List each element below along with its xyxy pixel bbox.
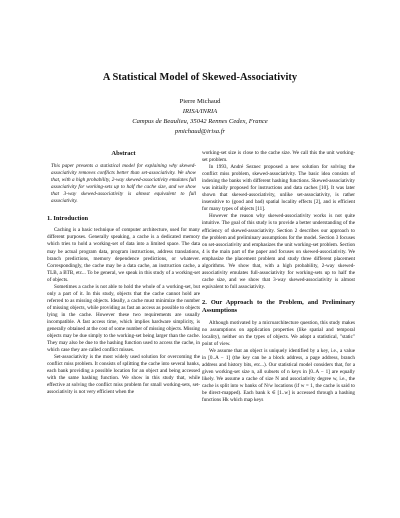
right-column [202, 150, 355, 404]
abstract-text: This paper presents a statistical model for explaining why skewed-associativity removes conflicts better than set-associativity. We show that, with a high probability, 2-way skewed-associativity emulates full associativity for working-sets up to half the cache size, and we show that 3-way skewed-associativity is almost equivalent to full associativity. [51, 163, 196, 205]
section-2-paragraph-1: Although motivated by a microarchitecture question, this study makes no assumptions on application properties (like spatial and temporal locality), neither on the types of objects. We adopt a statistical, "static" point of view. [202, 319, 355, 347]
author-address: Campus de Beaulieu, 35042 Rennes Cedex, France [132, 118, 268, 125]
intro-paragraph-2: Sometimes a cache is not able to hold the whole of a working-set, but only a part of it. In this study, objects that the cache cannot hold are referred to as missing objects. Ideally, a cache must minimize the number of missing objects, while providing as fast an access as possible to objects lying in the cache. However these two requirements are usually incompatible. A fast access time, which implies hardware simplicity, is generally obtained at the cost of some number of missing objects. Missing objects may be due simply to the working-set being larger than the cache. They may also be due to the hashing function used to access the cache, in which case they are called conflict misses. [47, 283, 200, 354]
right-paragraph-2: However the reason why skewed-associativity works is not quite intuitive. The goal of this study is to provide a better understanding of the efficiency of skewed-associativity. Section 2 describes our approach to the problem and preliminary assumptions for the model. Section 3 focuses on set-associativity and emphasizes the unit working-set problem. Section 4 is the main part of the paper and focuses on skewed-associativity. We emphasize the placement problem and study three different placement algorithms. We show that, with a high probability, 2-way skewed-associativity emulates full-associativity for working-sets up to half the cache size, and we show that 3-way skewed-associativity is almost equivalent to full associativity. [202, 213, 355, 290]
author-block [0, 97, 400, 137]
section-1-heading: 1. Introduction [47, 215, 89, 223]
intro-paragraph-3: Set-associativity is the most widely used solution for overcoming the conflict miss problem. It consists of splitting the cache into several banks, each bank providing a possible location for an object and being accessed with the same hashing function. We show in this study that, while effective at solving the conflict miss problem for small working-sets, set-associativity is not very efficient when the [47, 354, 200, 396]
author-name: Pierre Michaud [179, 98, 221, 105]
right-paragraph-0: working-set size is close to the cache size. We call this the unit working-set problem. [202, 150, 355, 164]
abstract-heading: Abstract [111, 150, 136, 157]
section-2-heading: 2. Our Approach to the Problem, and Preliminary Assumptions [202, 298, 355, 314]
intro-paragraph-1: Caching is a basic technique of computer architecture, used for many different purposes. Generally speaking, a cache is a dedicated memory which tries to hold a working-set of data into a limited space. The data may be actual program data, program instructions, address translations, branch predictions, memory dependence predictions, or whatever. Correspondingly, the cache may be a data cache, an instruction cache, a TLB, a BTB, etc... To be general, we speak in this study of a working-set of objects. [47, 227, 200, 283]
section-2-paragraph-2: We assume that an object is uniquely identified by a key, i.e., a value in [0..A − 1] (the key can be a block address, a page address, branch address and history bits, etc...). Our statistical model considers that, for a given working-set size n, all subsets of n keys in [0..A − 1] are equally likely. We assume a cache of size N and associativity degree w, i.e., the cache is split into w banks of N/w locations (if w = 1, the cache is said to be direct-mapped). Each bank k ∈ [1..w] is accessed through a hashing functions Hk which map keys [202, 347, 355, 404]
left-column [47, 150, 200, 397]
author-affiliation: IRISA/INRIA [182, 108, 218, 115]
right-paragraph-1: In 1993, André Seznec proposed a new solution for solving the conflict miss problem, skewed-associativity. The basic idea consists of indexing the banks with different hashing functions. Skewed-associativity was initially proposed for instructions and data caches [10]. It was later shown that skewed-associativity, unlike set-associativity, is rather insensitive to (good and bad) spatial locality effects [2], and is efficient for many types of objects [11]. [202, 164, 355, 213]
paper-title: A Statistical Model of Skewed-Associativity [102, 72, 298, 83]
author-email[interactable]: pmichaud@irisa.fr [174, 128, 226, 135]
